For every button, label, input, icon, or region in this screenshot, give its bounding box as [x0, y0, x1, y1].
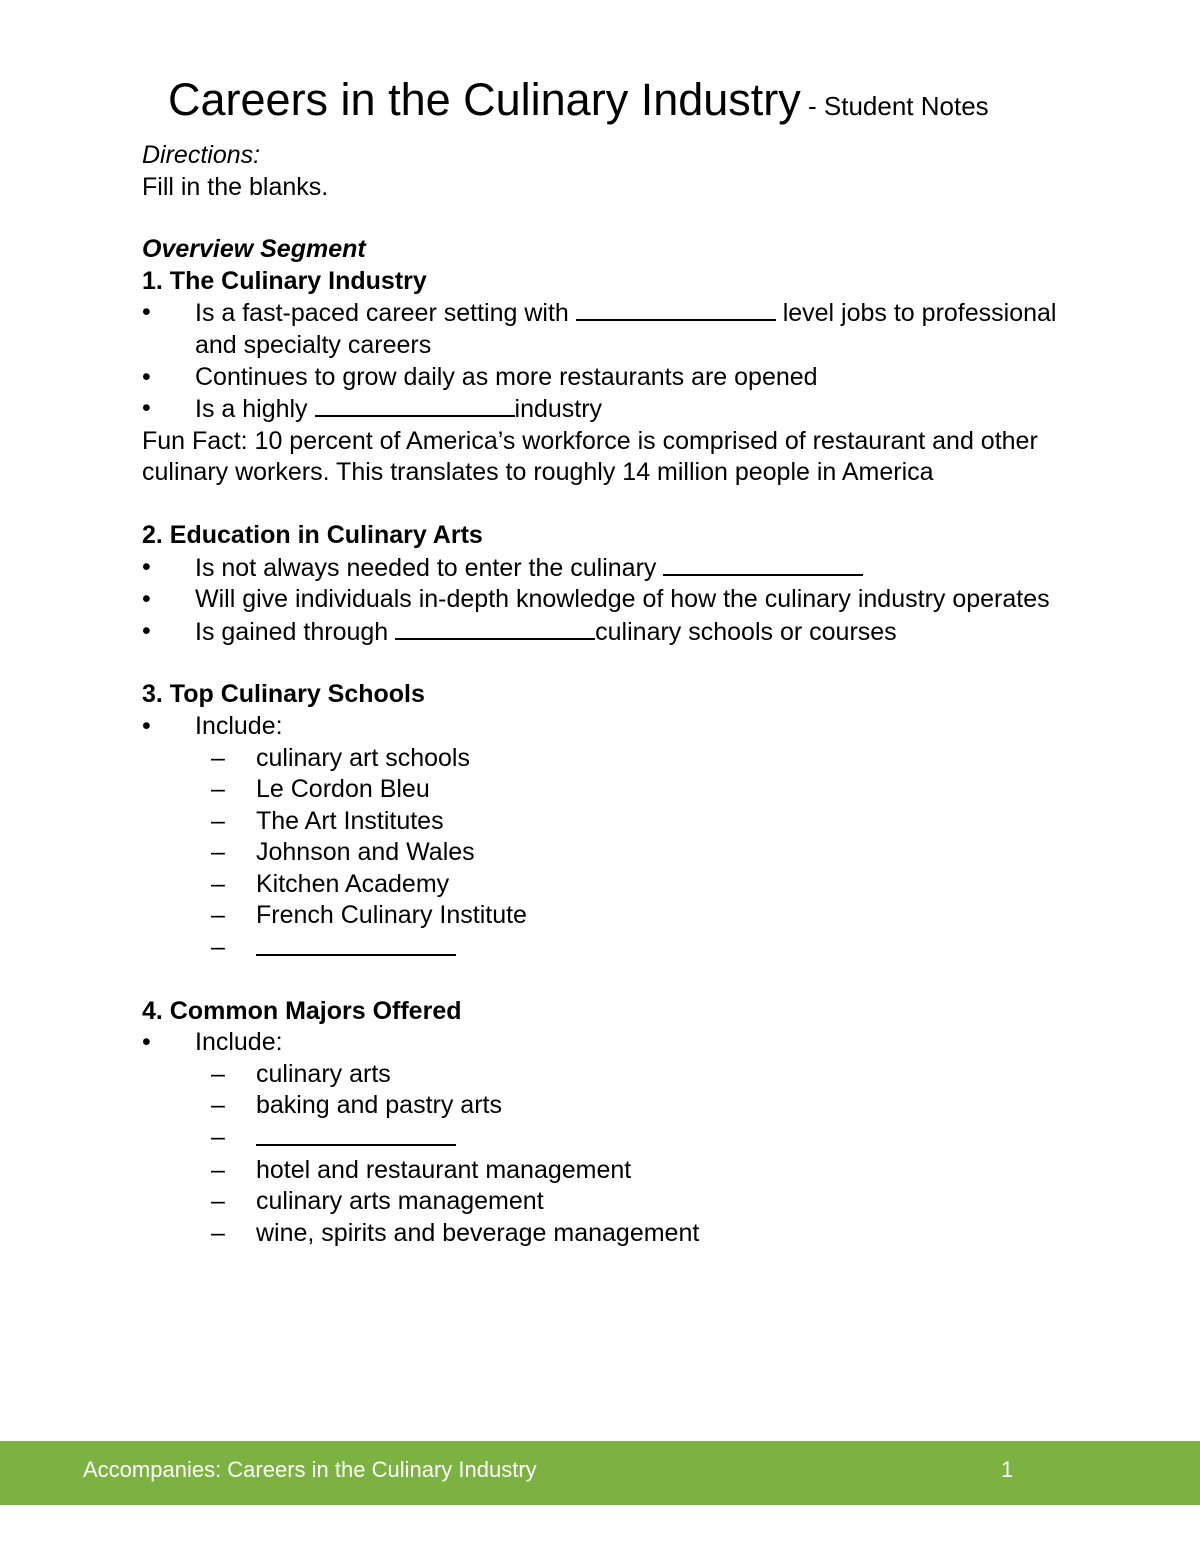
list-item: [142, 362, 1102, 394]
spacer: [142, 648, 1102, 679]
dash-icon: –: [211, 743, 225, 772]
spacer: [142, 203, 1102, 234]
list-item: [142, 393, 1102, 426]
list-item: [142, 1155, 1102, 1187]
list-item: [142, 711, 1102, 743]
list-item: [142, 869, 1102, 901]
list-item: [142, 743, 1102, 775]
title-subtitle: - Student Notes: [800, 91, 989, 121]
item-text: Le Cordon Bleu: [256, 775, 430, 804]
directions-label: Directions:: [142, 141, 261, 169]
list-item: [142, 584, 1102, 616]
bullet-icon: •: [142, 394, 151, 423]
dash-icon: –: [211, 933, 225, 962]
bullet-list: [142, 1027, 1102, 1059]
list-item: [142, 1186, 1102, 1218]
item-text: Kitchen Academy: [256, 869, 450, 898]
dash-icon: –: [211, 1187, 225, 1216]
bullet-list: [142, 552, 1102, 649]
fill-in-blank[interactable]: [315, 393, 515, 417]
item-text: Is a highly: [195, 395, 315, 424]
list-item: [142, 297, 1102, 361]
dash-icon: –: [211, 1218, 225, 1247]
dash-icon: –: [211, 901, 225, 930]
page-number: 1: [1001, 1457, 1014, 1482]
bullet-icon: •: [142, 585, 151, 614]
bullet-icon: •: [142, 711, 151, 740]
list-item: [142, 1059, 1102, 1091]
item-text: culinary art schools: [256, 743, 470, 772]
item-text: level jobs to professional and specialty careers: [195, 299, 1057, 359]
list-item: [142, 932, 1102, 965]
school-list: [142, 743, 1102, 965]
bullet-icon: •: [142, 616, 151, 645]
list-item: [142, 1122, 1102, 1155]
dash-icon: –: [211, 1091, 225, 1120]
fill-in-blank[interactable]: [395, 616, 595, 640]
list-item: [142, 837, 1102, 869]
section-heading-common-majors: 4. Common Majors Offered: [142, 996, 462, 1025]
item-text: culinary arts: [256, 1059, 391, 1088]
item-text: Johnson and Wales: [256, 838, 475, 867]
dash-icon: –: [211, 869, 225, 898]
item-text: culinary schools or courses: [595, 617, 897, 646]
bullet-list: [142, 711, 1102, 743]
list-item: [142, 900, 1102, 932]
dash-icon: –: [211, 1059, 225, 1088]
segment-label: Overview Segment: [142, 235, 366, 264]
item-text: industry: [514, 395, 603, 424]
dash-icon: –: [211, 806, 225, 835]
item-text: Continues to grow daily as more restaurants are opened: [195, 362, 818, 391]
item-text: culinary arts management: [256, 1187, 544, 1216]
item-text: Will give individuals in-depth knowledge of how the culinary industry operates: [195, 585, 1050, 614]
section-heading-culinary-industry: 1. The Culinary Industry: [142, 266, 427, 295]
majors-list: [142, 1059, 1102, 1250]
fun-fact: Fun Fact: 10 percent of America’s workforce is comprised of restaurant and other culinary workers. This translates to roughly 14 million people in America: [142, 426, 1038, 487]
list-item: [142, 1218, 1102, 1250]
fill-in-blank[interactable]: [256, 932, 456, 956]
item-text: French Culinary Institute: [256, 901, 527, 930]
list-item: [142, 1090, 1102, 1122]
item-text: Is not always needed to enter the culinary: [195, 553, 664, 582]
list-item: [142, 806, 1102, 838]
footer-text: Accompanies: Careers in the Culinary Industry: [83, 1457, 537, 1482]
fill-in-blank[interactable]: [576, 297, 776, 321]
page-title: [168, 74, 989, 137]
bullet-icon: •: [142, 1028, 151, 1057]
page-footer: [0, 1441, 1200, 1505]
dash-icon: –: [211, 1155, 225, 1184]
dash-icon: –: [211, 775, 225, 804]
bullet-icon: •: [142, 552, 151, 581]
item-text: wine, spirits and beverage management: [256, 1218, 700, 1247]
section-heading-education: 2. Education in Culinary Arts: [142, 520, 483, 549]
item-text: hotel and restaurant management: [256, 1155, 632, 1184]
bullet-icon: •: [142, 362, 151, 391]
dash-icon: –: [211, 838, 225, 867]
fill-in-blank[interactable]: [663, 552, 863, 576]
list-item: [142, 552, 1102, 585]
item-text: Include:: [195, 1028, 283, 1057]
list-item: [142, 1027, 1102, 1059]
fill-in-blank[interactable]: [256, 1122, 456, 1146]
list-item: [142, 616, 1102, 649]
bullet-icon: •: [142, 298, 151, 327]
item-text: Include:: [195, 711, 283, 740]
title-main: Careers in the Culinary Industry: [168, 74, 801, 125]
notes-content: [142, 140, 1102, 1249]
spacer: [142, 965, 1102, 996]
list-item: [142, 774, 1102, 806]
item-text: Is a fast-paced career setting with: [195, 299, 576, 328]
directions-text: Fill in the blanks.: [142, 172, 329, 201]
spacer: [142, 489, 1102, 520]
item-text: Is gained through: [195, 617, 396, 646]
dash-icon: –: [211, 1123, 225, 1152]
section-heading-top-schools: 3. Top Culinary Schools: [142, 680, 425, 709]
bullet-list: [142, 297, 1102, 425]
item-text: The Art Institutes: [256, 806, 444, 835]
item-text: baking and pastry arts: [256, 1091, 502, 1120]
